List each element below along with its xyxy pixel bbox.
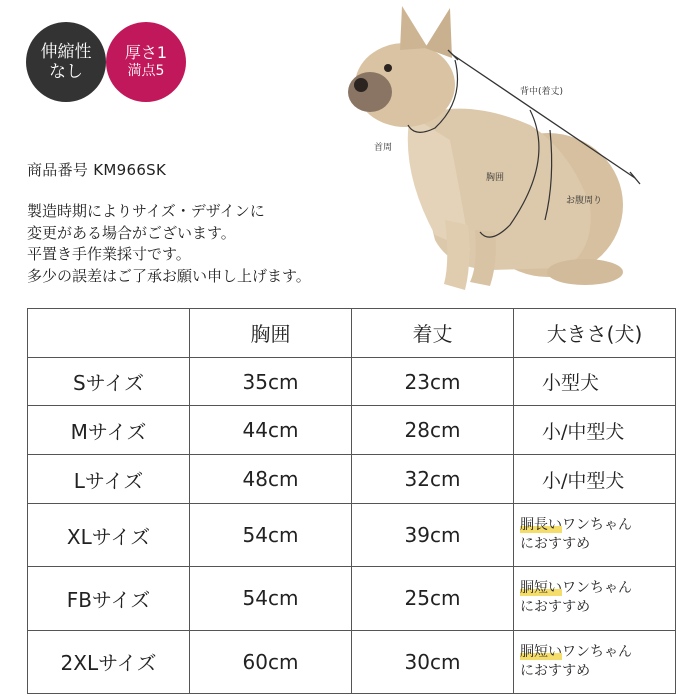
table-row: [28, 357, 676, 406]
dog-eye: [384, 64, 392, 72]
chest-cell: 48cm: [190, 455, 352, 504]
dog-type-cell: 小型犬: [514, 357, 676, 406]
recommendation-highlight: 胴短い: [520, 580, 562, 597]
chest-cell: 60cm: [190, 630, 352, 693]
back-length-tick-end: [630, 172, 640, 184]
note-line: 平置き手作業採寸です。: [27, 245, 191, 263]
length-cell: 25cm: [352, 567, 514, 630]
thickness-badge: [106, 22, 186, 102]
size-cell: XLサイズ: [28, 503, 190, 566]
table-row: [28, 503, 676, 566]
note-line: 製造時期によりサイズ・デザインに: [27, 202, 265, 220]
recommendation-highlight: 胴長い: [520, 517, 562, 534]
dog-back-paw: [547, 259, 623, 285]
notes-block: [27, 201, 311, 287]
chest-cell: 54cm: [190, 503, 352, 566]
dog-muzzle: [348, 72, 392, 112]
header-cell: 大きさ(犬): [514, 309, 676, 358]
product-code: 商品番号 KM966SK: [27, 161, 167, 179]
recommendation-line2: におすすめ: [520, 662, 591, 679]
stretch-badge-line2: なし: [49, 62, 83, 82]
dog-illustration: [340, 0, 700, 300]
stretch-badge: [26, 22, 106, 102]
recommendation-line2: におすすめ: [520, 599, 591, 616]
length-cell: 30cm: [352, 630, 514, 693]
recommendation-text: ワンちゃん: [562, 517, 632, 534]
table-row: [28, 406, 676, 455]
neck-label: 首周: [374, 143, 393, 153]
size-cell: Sサイズ: [28, 357, 190, 406]
recommendation-cell: [514, 630, 676, 693]
note-line: 変更がある場合がございます。: [27, 223, 236, 242]
header-cell: [28, 309, 190, 358]
recommendation-text: ワンちゃん: [562, 643, 632, 660]
back-length-label: 背中(着丈): [520, 87, 564, 97]
recommendation-cell: [514, 567, 676, 630]
note-line: 多少の誤差はご了承お願い申し上げます。: [27, 266, 311, 285]
thickness-badge-line2: 満点5: [127, 63, 165, 80]
table-row: [28, 567, 676, 630]
stretch-badge-line1: 伸縮性: [40, 41, 92, 62]
length-cell: 23cm: [352, 357, 514, 406]
header-cell: 着丈: [352, 309, 514, 358]
dog-measurement-diagram: [340, 0, 700, 300]
size-cell: FBサイズ: [28, 567, 190, 630]
recommendation-cell: [514, 503, 676, 566]
thickness-badge-line1: 厚さ1: [124, 43, 168, 63]
recommendation-line2: におすすめ: [520, 536, 591, 553]
dog-type-cell: 小/中型犬: [514, 455, 676, 504]
chest-cell: 54cm: [190, 567, 352, 630]
length-cell: 39cm: [352, 503, 514, 566]
table-row: [28, 630, 676, 693]
chest-cell: 35cm: [190, 357, 352, 406]
chest-cell: 44cm: [190, 406, 352, 455]
dog-type-cell: 小/中型犬: [514, 406, 676, 455]
table-row: [28, 455, 676, 504]
dog-nose: [354, 78, 368, 92]
size-cell: Lサイズ: [28, 455, 190, 504]
chest-label: 胸囲: [486, 173, 505, 183]
recommendation-text: ワンちゃん: [562, 580, 632, 597]
dog-front-leg-left: [444, 220, 469, 290]
size-table: [27, 308, 676, 694]
recommendation-highlight: 胴短い: [520, 643, 562, 660]
belly-label: お腹周り: [566, 196, 603, 206]
dog-ear-left: [400, 6, 428, 50]
header-cell: 胸囲: [190, 309, 352, 358]
length-cell: 28cm: [352, 406, 514, 455]
table-header-row: [28, 309, 676, 358]
length-cell: 32cm: [352, 455, 514, 504]
size-cell: 2XLサイズ: [28, 630, 190, 693]
size-cell: Mサイズ: [28, 406, 190, 455]
